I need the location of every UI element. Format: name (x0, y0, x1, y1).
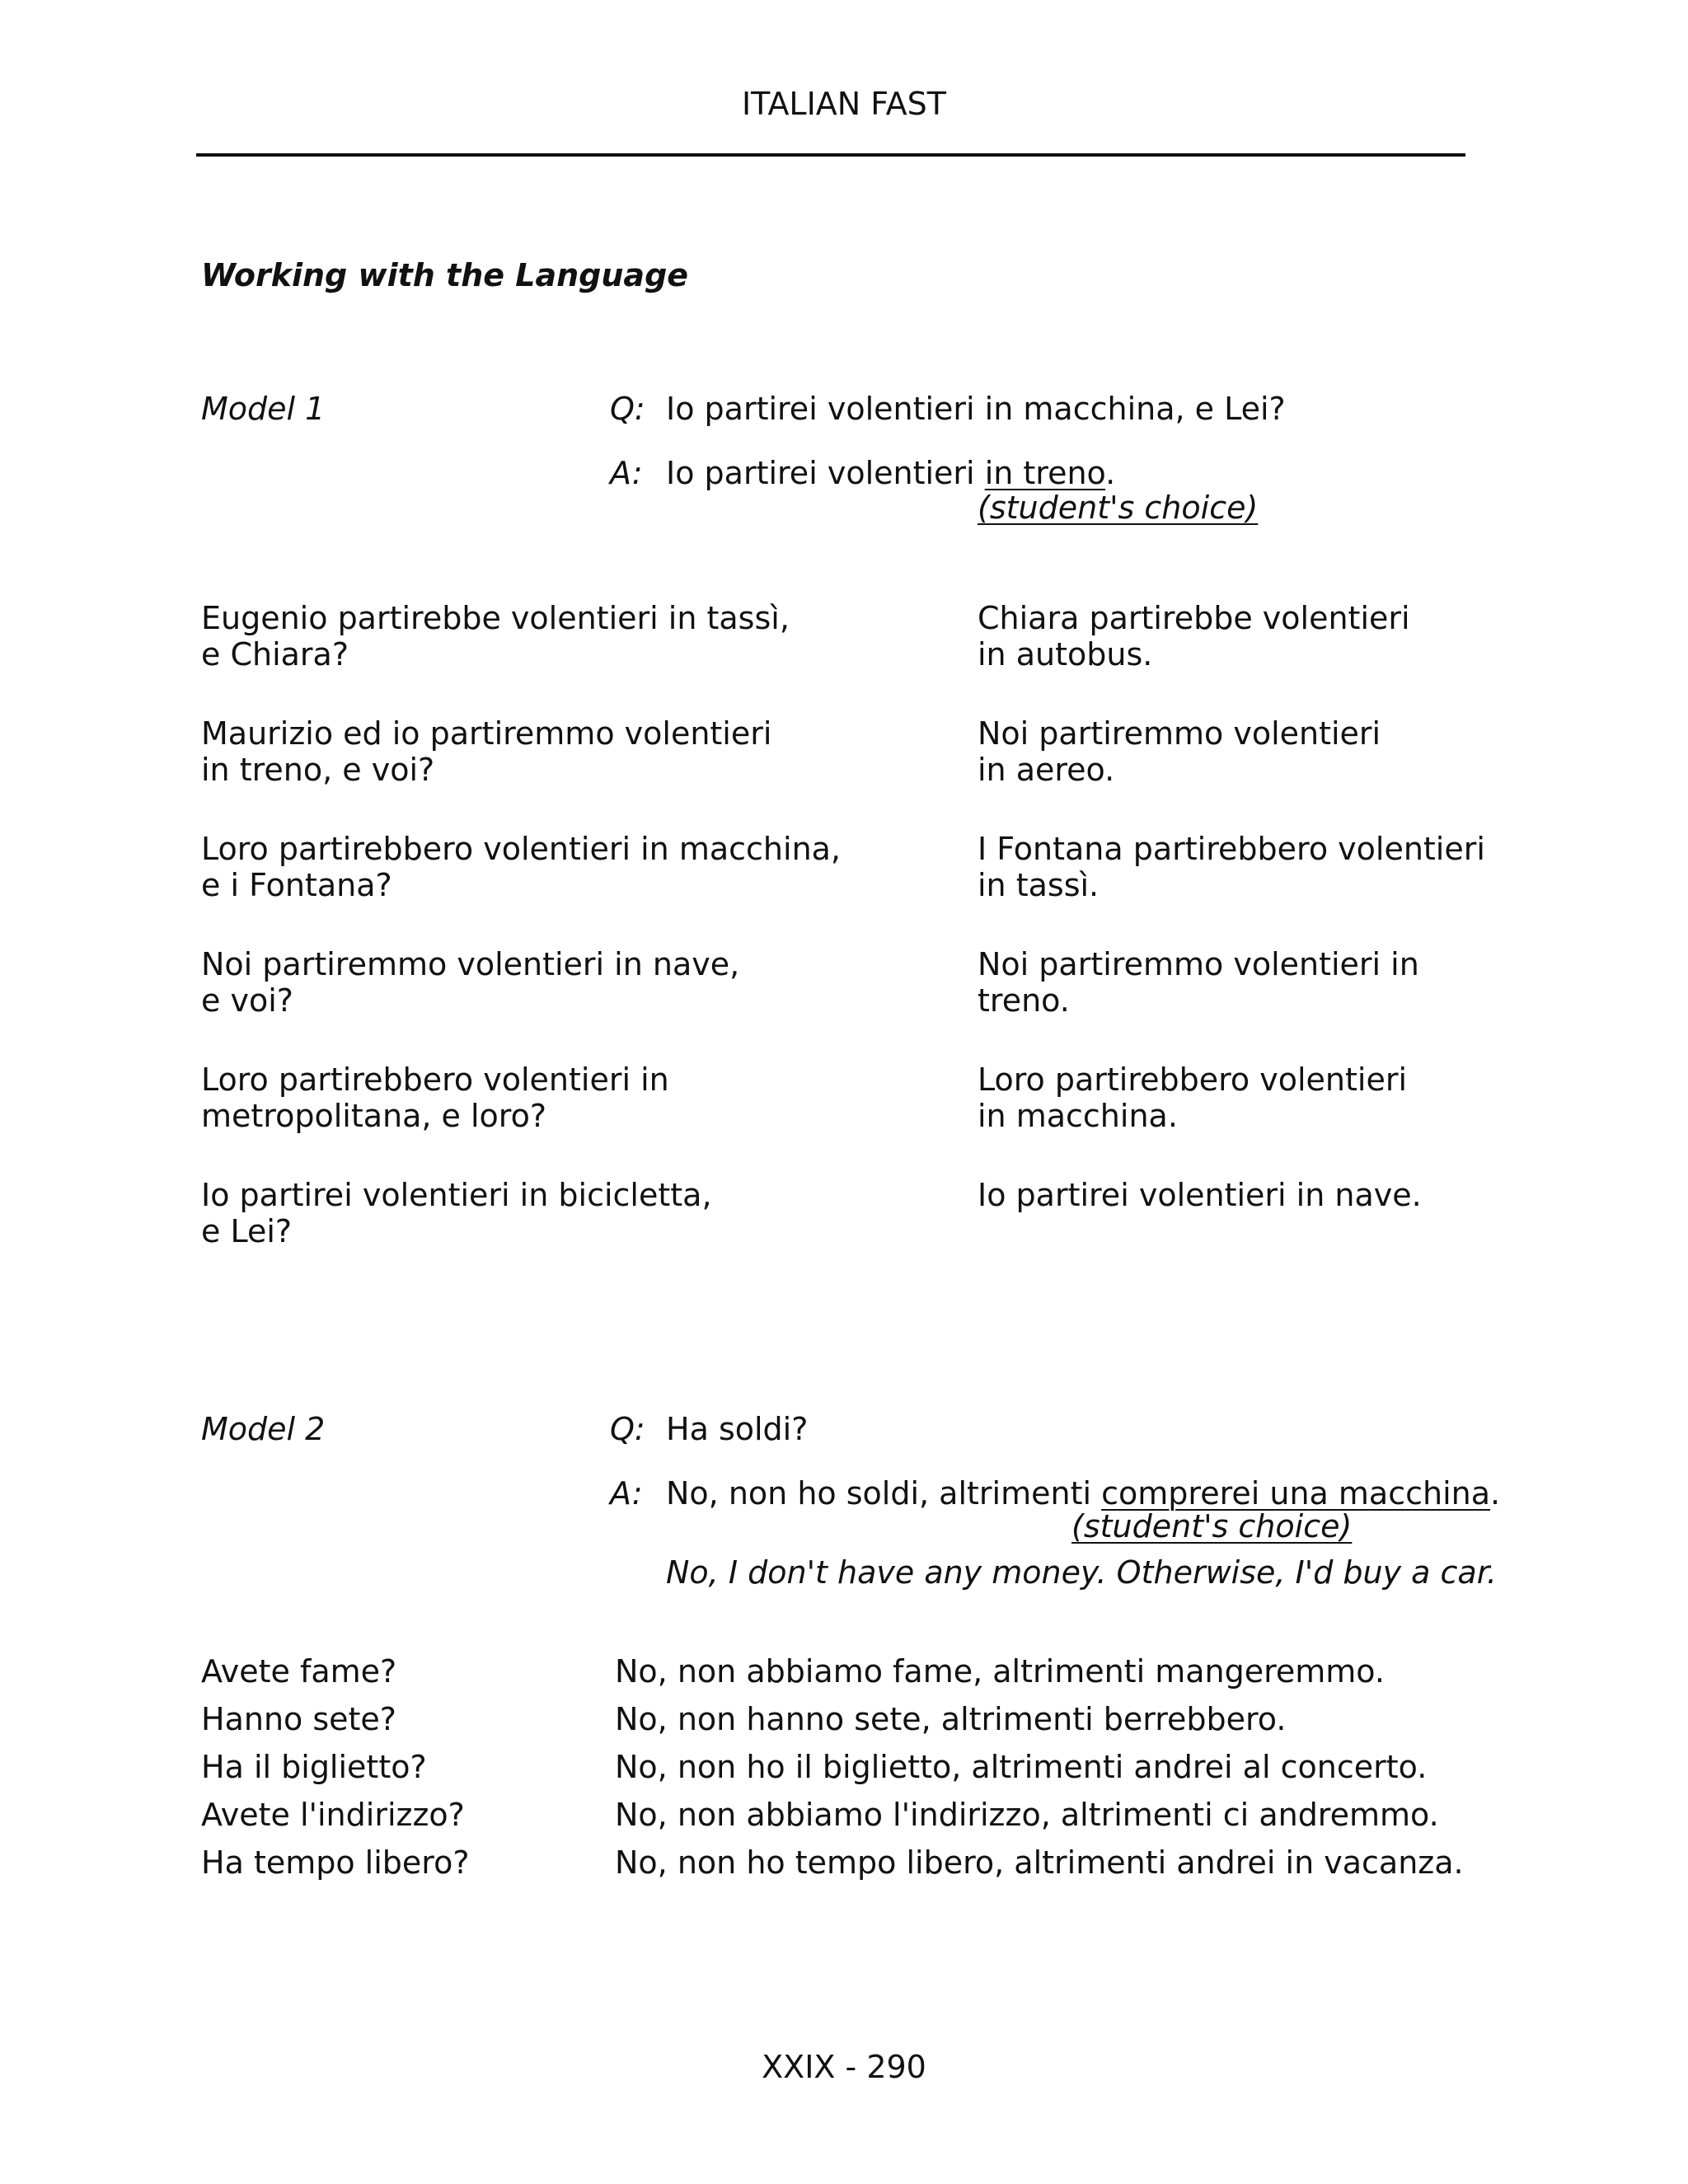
drill-question (201, 715, 771, 788)
drill-answer: No, non abbiamo fame, altrimenti mangeremmo. (615, 1653, 1385, 1690)
drill-answer-line: in tassì. (978, 867, 1100, 903)
drill-answer (978, 831, 1485, 903)
drill-answer (978, 600, 1410, 673)
drill-question (201, 831, 841, 903)
model2-translation: No, I don't have any money. Otherwise, I'd buy a car. (666, 1554, 1497, 1591)
model2-question: Ha soldi? (666, 1411, 809, 1447)
drill-question: Avete l'indirizzo? (201, 1797, 465, 1833)
model2-answer-end: . (1490, 1475, 1501, 1511)
drill-answer-line: I Fontana partirebbero volentieri (978, 831, 1485, 867)
drill-question-line: Eugenio partirebbe volentieri in tassì, (201, 600, 790, 636)
model1-answer-plain: Io partirei volentieri (666, 455, 985, 491)
drill-answer (978, 1177, 1422, 1213)
model1-q-marker: Q: (610, 391, 645, 427)
drill-question (201, 1062, 669, 1134)
model1-choice-note: (student's choice) (978, 490, 1259, 526)
header-rule (196, 153, 1465, 157)
model2-a-marker: A: (610, 1475, 643, 1511)
drill-question-line: Loro partirebbero volentieri in macchina, (201, 831, 842, 867)
drill-question-line: Noi partiremmo volentieri in nave, (201, 946, 740, 982)
drill-question: Ha il biglietto? (201, 1749, 427, 1785)
drill-question-line: e voi? (201, 982, 293, 1019)
drill-answer-line: treno. (978, 982, 1070, 1019)
drill-answer-line: Chiara partirebbe volentieri (978, 600, 1410, 636)
drill-answer: No, non hanno sete, altrimenti berrebbero. (615, 1701, 1287, 1737)
drill-question: Avete fame? (201, 1653, 397, 1690)
page-header-title: ITALIAN FAST (741, 86, 947, 122)
drill-answer-line: Io partirei volentieri in nave. (978, 1177, 1422, 1213)
drill-question-line: e i Fontana? (201, 867, 392, 903)
drill-answer-line: Noi partiremmo volentieri in (978, 946, 1419, 982)
drill-question (201, 946, 739, 1019)
drill-question-line: Loro partirebbero volentieri in (201, 1062, 669, 1098)
drill-question (201, 1177, 712, 1249)
drill-question (201, 600, 790, 673)
drill-answer: No, non ho tempo libero, altrimenti andrei in vacanza. (615, 1844, 1464, 1881)
drill-answer (978, 1062, 1407, 1134)
model1-label: Model 1 (201, 391, 326, 427)
drill-question-line: metropolitana, e loro? (201, 1098, 547, 1134)
drill-question-line: Io partirei volentieri in bicicletta, (201, 1177, 712, 1213)
drill-question-line: e Lei? (201, 1213, 293, 1249)
model2-choice-note: (student's choice) (1071, 1508, 1353, 1544)
model2-answer (666, 1475, 1500, 1511)
drill-question: Ha tempo libero? (201, 1844, 470, 1881)
drill-question: Hanno sete? (201, 1701, 396, 1737)
drill-answer: No, non ho il biglietto, altrimenti andrei al concerto. (615, 1749, 1428, 1785)
model1-answer (666, 455, 1115, 491)
model1-answer-choice: in treno (984, 455, 1106, 491)
model2-answer-choice: comprerei una macchina (1101, 1475, 1491, 1511)
drill-question-line: Maurizio ed io partiremmo volentieri (201, 715, 772, 752)
model2-q-marker: Q: (610, 1411, 645, 1447)
page-number: XXIX - 290 (762, 2049, 926, 2085)
section-title: Working with the Language (201, 257, 689, 293)
drill-answer-line: in autobus. (978, 636, 1153, 673)
drill-answer-line: Noi partiremmo volentieri (978, 715, 1381, 752)
drill-question-line: in treno, e voi? (201, 752, 435, 788)
drill-answer (978, 946, 1419, 1019)
model2-label: Model 2 (201, 1411, 326, 1447)
model1-a-marker: A: (610, 455, 643, 491)
drill-answer (978, 715, 1381, 788)
model1-question: Io partirei volentieri in macchina, e Lei? (666, 391, 1286, 427)
model2-answer-plain: No, non ho soldi, altrimenti (666, 1475, 1102, 1511)
drill-answer-line: in macchina. (978, 1098, 1178, 1134)
drill-answer-line: in aereo. (978, 752, 1115, 788)
model1-answer-end: . (1105, 455, 1116, 491)
drill-answer-line: Loro partirebbero volentieri (978, 1062, 1408, 1098)
drill-answer: No, non abbiamo l'indirizzo, altrimenti ci andremmo. (615, 1797, 1439, 1833)
drill-question-line: e Chiara? (201, 636, 349, 673)
